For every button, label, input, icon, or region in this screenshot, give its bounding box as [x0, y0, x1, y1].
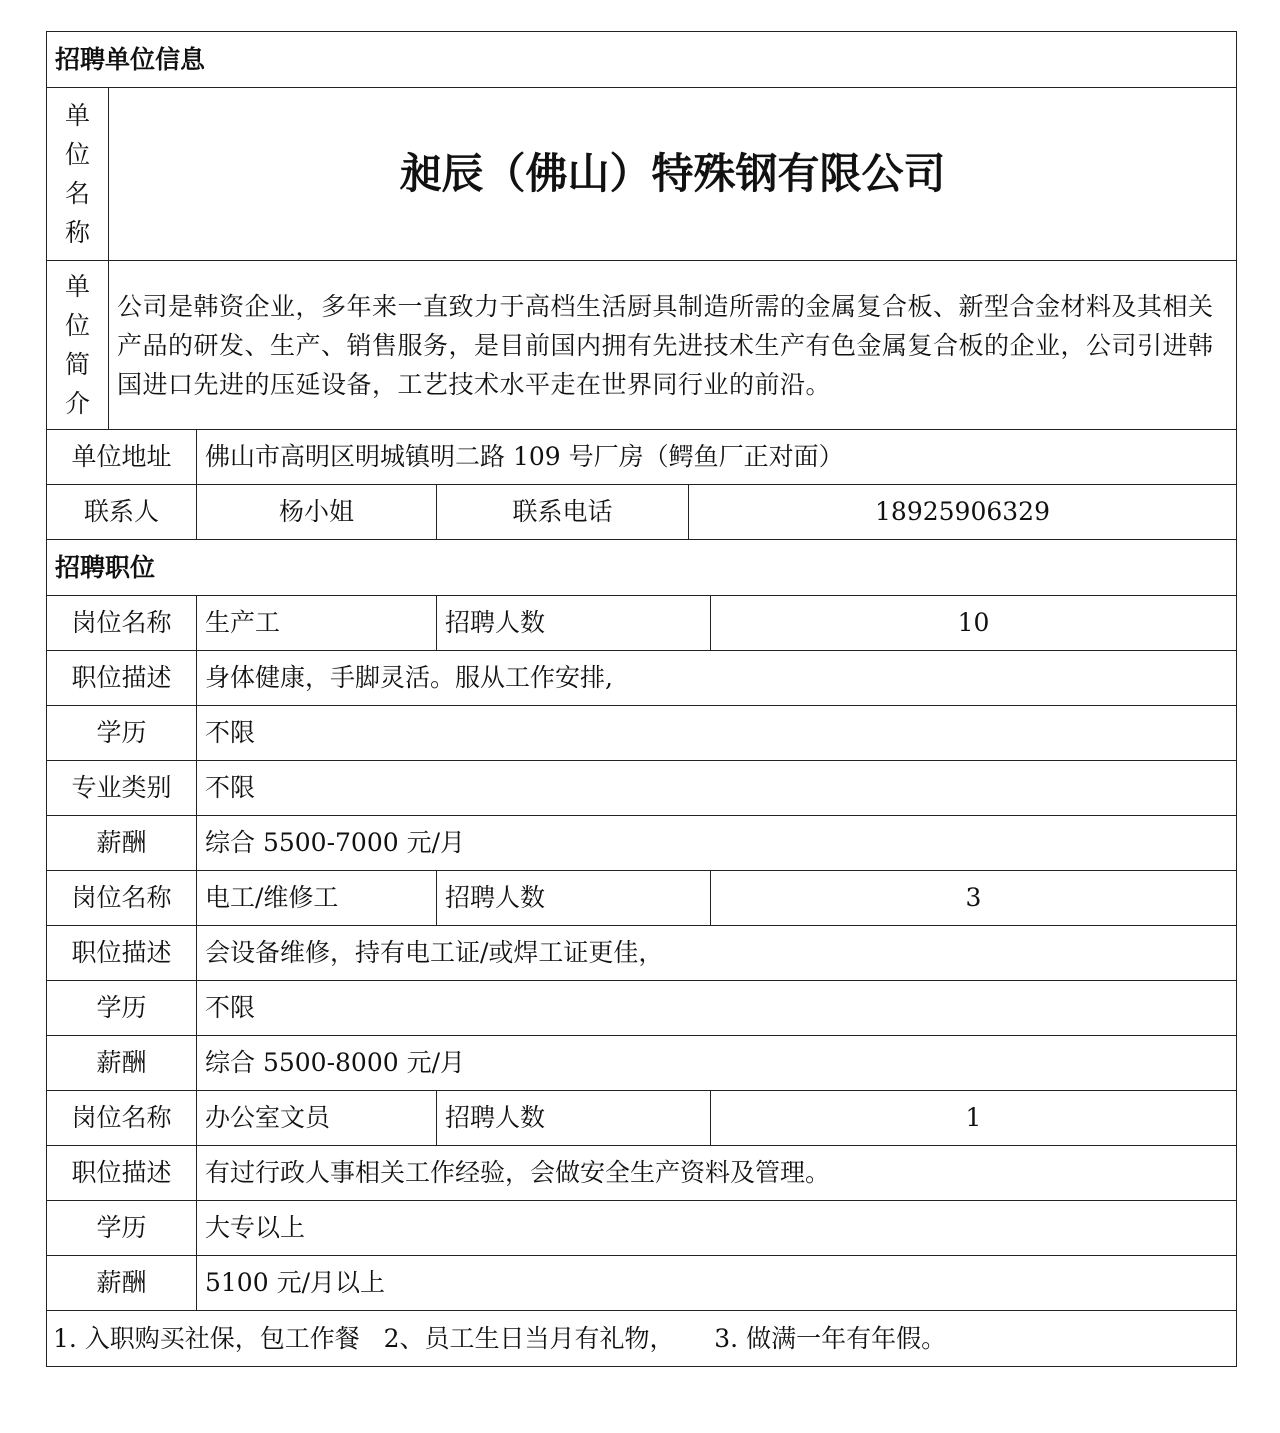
company-intro: 公司是韩资企业，多年来一直致力于高档生活厨具制造所需的金属复合板、新型合金材料及其相关产品的研发、生产、销售服务，是目前国内拥有先进技术生产有色金属复合板的企业，公司引进韩国进口先进的压延设备，工艺技术水平走在世界同行业的前沿。 — [109, 261, 1237, 430]
contact-label: 联系人 — [47, 485, 197, 540]
recruitment-form — [46, 31, 1237, 1367]
salary-value: 5100 元/月以上 — [197, 1256, 1237, 1311]
description-value: 有过行政人事相关工作经验，会做安全生产资料及管理。 — [197, 1146, 1237, 1201]
education-label: 学历 — [47, 1201, 197, 1256]
phone-value: 18925906329 — [689, 485, 1237, 540]
section-jobs-title: 招聘职位 — [47, 540, 1237, 596]
section-company-title: 招聘单位信息 — [47, 32, 1237, 88]
education-label: 学历 — [47, 981, 197, 1036]
job-row — [47, 596, 1237, 651]
job-name-label: 岗位名称 — [47, 1091, 197, 1146]
company-intro-label: 单 位 简 介 — [47, 261, 109, 430]
major-value: 不限 — [197, 761, 1237, 816]
headcount-value: 3 — [711, 871, 1237, 926]
description-label: 职位描述 — [47, 1146, 197, 1201]
education-value: 不限 — [197, 981, 1237, 1036]
salary-label: 薪酬 — [47, 816, 197, 871]
job-name-label: 岗位名称 — [47, 871, 197, 926]
salary-value: 综合 5500-8000 元/月 — [197, 1036, 1237, 1091]
salary-label: 薪酬 — [47, 1036, 197, 1091]
education-value: 大专以上 — [197, 1201, 1237, 1256]
description-value: 身体健康，手脚灵活。服从工作安排, — [197, 651, 1237, 706]
headcount-label: 招聘人数 — [437, 1091, 711, 1146]
headcount-label: 招聘人数 — [437, 871, 711, 926]
description-value: 会设备维修，持有电工证/或焊工证更佳， — [197, 926, 1237, 981]
contact-value: 杨小姐 — [197, 485, 437, 540]
job-name: 生产工 — [197, 596, 437, 651]
headcount-value: 10 — [711, 596, 1237, 651]
description-label: 职位描述 — [47, 651, 197, 706]
major-label: 专业类别 — [47, 761, 197, 816]
education-value: 不限 — [197, 706, 1237, 761]
address-label: 单位地址 — [47, 430, 197, 485]
salary-label: 薪酬 — [47, 1256, 197, 1311]
job-name: 电工/维修工 — [197, 871, 437, 926]
education-label: 学历 — [47, 706, 197, 761]
headcount-label: 招聘人数 — [437, 596, 711, 651]
salary-value: 综合 5500-7000 元/月 — [197, 816, 1237, 871]
company-name: 昶辰（佛山）特殊钢有限公司 — [109, 88, 1237, 261]
job-name: 办公室文员 — [197, 1091, 437, 1146]
headcount-value: 1 — [711, 1091, 1237, 1146]
job-name-label: 岗位名称 — [47, 596, 197, 651]
phone-label: 联系电话 — [437, 485, 689, 540]
description-label: 职位描述 — [47, 926, 197, 981]
job-row — [47, 871, 1237, 926]
job-row — [47, 1091, 1237, 1146]
address-value: 佛山市高明区明城镇明二路 109 号厂房（鳄鱼厂正对面） — [197, 430, 1237, 485]
benefits-note: 1. 入职购买社保，包工作餐 2、员工生日当月有礼物， 3. 做满一年有年假。 — [47, 1311, 1237, 1367]
company-name-label: 单 位 名 称 — [47, 88, 109, 261]
